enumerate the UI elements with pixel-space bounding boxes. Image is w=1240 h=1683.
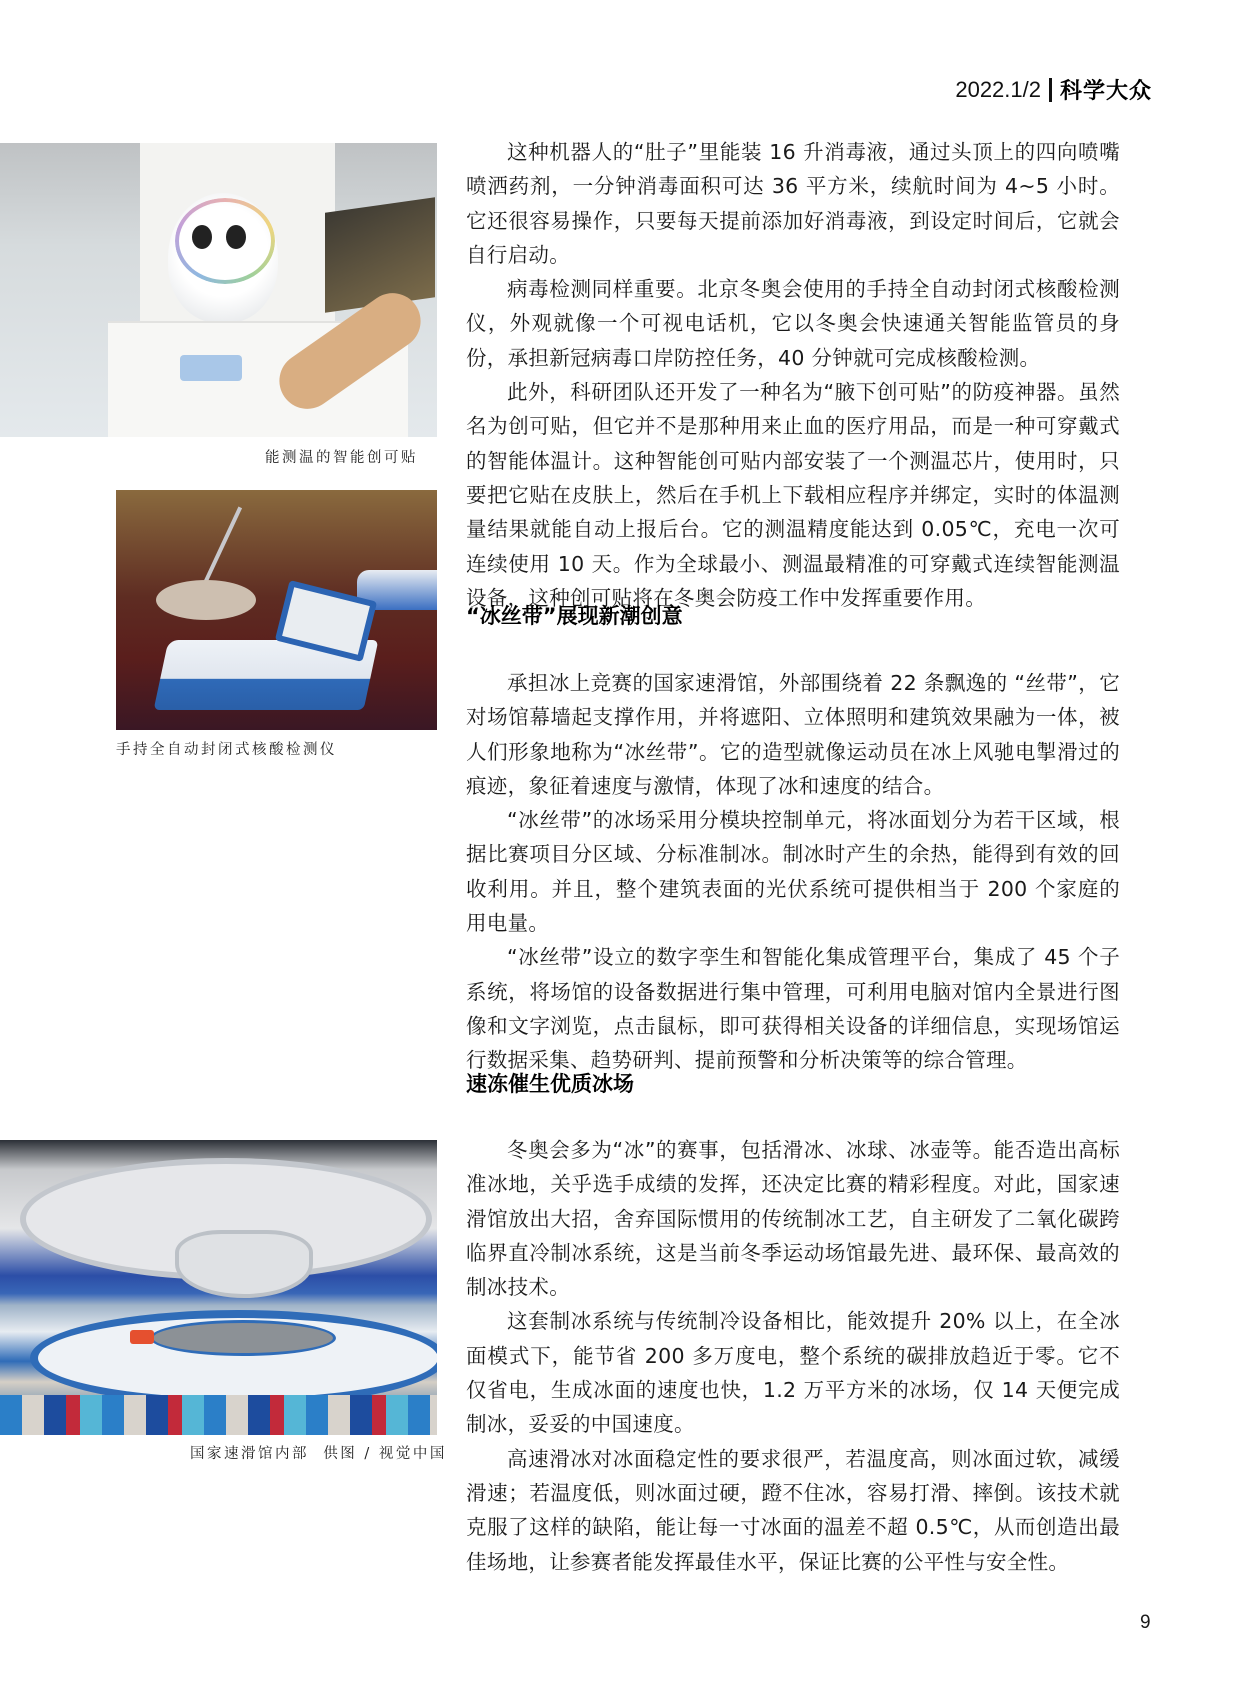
ice-resurfacer: [130, 1330, 154, 1344]
mascot-eye: [226, 225, 246, 249]
running-header: [955, 74, 1152, 105]
photo-nucleic-tester: [116, 490, 437, 730]
paragraph: 高速滑冰对冰面稳定性的要求很严，若温度高，则冰面过软，减缓滑速；若温度低，则冰面过硬，蹬不住冰，容易打滑、摔倒。该技术就克服了这样的缺陷，能让每一寸冰面的温差不超 0.5℃，从而创造出最佳场地，让参赛者能发挥最佳水平，保证比赛的公平性与安全性。: [466, 1446, 1120, 1574]
caption-speed-skating-oval: 国家速滑馆内部 供图 / 视觉中国: [190, 1446, 447, 1462]
page-number: 9: [1140, 1612, 1151, 1633]
photo-smart-patch: [0, 143, 437, 437]
mascot-eye: [192, 225, 212, 249]
microphone-base: [156, 580, 256, 620]
magazine-logo: 科学大众: [1059, 78, 1152, 104]
paragraph: 承担冰上竞赛的国家速滑馆，外部围绕着 22 条飘逸的 “丝带”，它对场馆幕墙起支撑作用，并将遮阳、立体照明和建筑效果融为一体，被人们形象地称为“冰丝带”。它的造型就像运动员在冰上风驰电掣滑过的痕迹，象征着速度与激情，体现了冰和速度的结合。: [466, 671, 1120, 798]
paragraph: 此外，科研团队还开发了一种名为“腋下创可贴”的防疫神器。虽然名为创可贴，但它并不是那种用来止血的医疗用品，而是一种可穿戴式的智能体温计。这种智能创可贴内部安装了一个测温芯片，使用时，只要把它贴在皮肤上，然后在手机上下载相应程序并绑定，实时的体温测量结果就能自动上报后台。它的测温精度能达到 0.05℃，充电一次可连续使用 10 天。作为全球最小、测温最精准的可穿戴式连续智能测温设备，这种创可贴将在冬奥会防疫工作中发挥重要作用。: [466, 380, 1120, 610]
infield: [150, 1320, 336, 1356]
header-divider: [1049, 78, 1052, 102]
paragraph: 病毒检测同样重要。北京冬奥会使用的手持全自动封闭式核酸检测仪，外观就像一个可视电话机，它以冬奥会快速通关智能监管员的身份，承担新冠病毒口岸防控任务，40 分钟就可完成核酸检测。: [466, 277, 1120, 370]
section-body: [466, 666, 1120, 1078]
section-heading: 速冻催生优质冰场: [466, 1072, 634, 1096]
section-heading: “冰丝带”展现新潮创意: [466, 604, 683, 628]
section-body: [466, 1133, 1120, 1579]
paragraph: “冰丝带”的冰场采用分模块控制单元，将冰面划分为若干区域，根据比赛项目分区域、分标准制冰。制冰时产生的余热，能得到有效的回收利用。并且，整个建筑表面的光伏系统可提供相当于 200 个家庭的用电量。: [466, 808, 1120, 936]
paragraph: 冬奥会多为“冰”的赛事，包括滑冰、冰球、冰壶等。能否造出高标准冰地，关乎选手成绩的发挥，还决定比赛的精彩程度。对此，国家速滑馆放出大招，舍弃国际惯用的传统制冰工艺，自主研发了二氧化碳跨临界直冷制冰系统，这是当前冬季运动场馆最先进、最环保、最高效的制冰技术。: [466, 1138, 1120, 1300]
mascot-halo-ring: [175, 198, 275, 284]
caption-smart-patch: 能测温的智能创可贴: [265, 450, 418, 466]
article-intro: [466, 135, 1120, 615]
spectator-seats: [0, 1395, 437, 1435]
issue-date: 2022.1/2: [955, 76, 1041, 102]
ceiling-center: [175, 1230, 313, 1298]
caption-nucleic-tester: 手持全自动封闭式核酸检测仪: [116, 742, 337, 758]
paragraph: 这种机器人的“肚子”里能装 16 升消毒液，通过头顶上的四向喷嘴喷洒药剂，一分钟消毒面积可达 36 平方米，续航时间为 4~5 小时。它还很容易操作，只要每天提前添加好消毒液，到设定时间后，它就会自行启动。: [466, 140, 1120, 267]
paragraph: 这套制冰系统与传统制冷设备相比，能效提升 20% 以上，在全冰面模式下，能节省 200 多万度电，整个系统的碳排放趋近于零。它不仅省电，生成冰面的速度也快，1.2 万平方米的冰场，仅 14 天便完成制冰，妥妥的中国速度。: [466, 1309, 1120, 1437]
qr-label: [180, 355, 242, 381]
photo-speed-skating-oval: [0, 1140, 437, 1435]
paragraph: “冰丝带”设立的数字孪生和智能化集成管理平台，集成了 45 个子系统，将场馆的设备数据进行集中管理，可利用电脑对馆内全景进行图像和文字浏览，点击鼠标，即可获得相关设备的详细信息，实现场馆运行数据采集、趋势研判、提前预警和分析决策等的综合管理。: [466, 945, 1120, 1073]
